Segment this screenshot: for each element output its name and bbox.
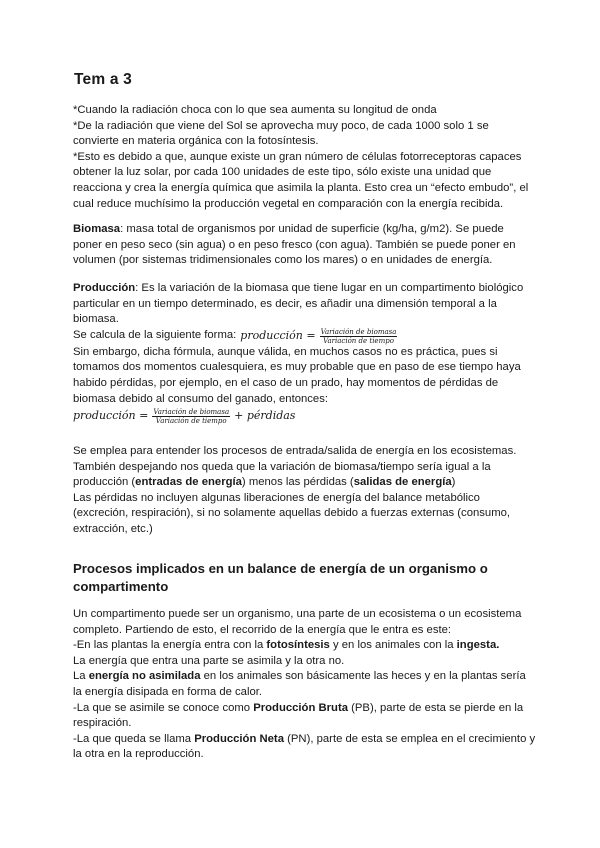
text-line: Las pérdidas no incluyen algunas liberaciones de energía del balance metabólico (73, 491, 480, 504)
text-line: la otra en la reproducción. (73, 748, 204, 761)
formula-rhs: + pérdidas (234, 409, 296, 423)
text-line: Sin embargo, dicha fórmula, aunque válida, en muchos casos no es práctica, pues si (73, 345, 498, 358)
text-line: *Esto es debido a que, aunque existe un gran número de células fotorreceptoras capaces (73, 150, 522, 163)
bold-term: salidas de energía (353, 476, 452, 489)
text-line: la energía disipada en forma de calor. (73, 685, 263, 698)
formula-fraction (320, 328, 398, 345)
produccion-term: Producción (73, 282, 136, 294)
text-span: La (73, 670, 89, 683)
text-span: ) menos las pérdidas ( (241, 476, 354, 489)
formula-lhs: producción = (240, 329, 316, 343)
bold-term: fotosíntesis (266, 639, 330, 652)
text-line: reacciona y crea la energía química que asimila la planta. Esto crea un “efecto embudo”, el (73, 181, 529, 194)
text-line: Se emplea para entender los procesos de entrada/salida de energía en los ecosistemas. (73, 445, 517, 457)
section-heading: Procesos implicados en un balance de energía de un organismo o compartimento (73, 561, 488, 594)
page-title: Tem a 3 (74, 71, 132, 88)
text-line: (excreción, respiración), si no solamente aquellas debido a fuerzas externas (consumo, (73, 507, 511, 520)
text-span: -La que queda se llama (73, 732, 195, 745)
text-line: biomasa debido al consumo del ganado, entonces: (73, 392, 328, 405)
text-line: respiración. (73, 717, 132, 730)
intro-paragraph (73, 103, 543, 212)
biomasa-term: Biomasa (73, 223, 121, 235)
text-line: volumen (por sistemas tridimensionales como los mares) o en unidades de energía. (73, 254, 493, 267)
text-span: en los animales son básicamente las heces y en la plantas sería (200, 670, 526, 683)
text-line: convierte en materia orgánica con la fotosíntesis. (73, 135, 319, 148)
formula-intro: Se calcula de la siguiente forma: (73, 329, 237, 342)
bold-term: ingesta. (456, 639, 500, 652)
text-line: tomamos dos momentos cualesquiera, es muy probable que en paso de ese tiempo haya (73, 361, 521, 374)
bold-term: Producción Neta (194, 732, 284, 745)
text-line: Un compartimento puede ser un organismo, una parte de un ecosistema o un ecosistema (73, 608, 522, 620)
text-line: : Es la variación de la biomasa que tiene lugar en un compartimento biológico (135, 282, 524, 294)
biomasa-paragraph (73, 222, 543, 269)
uso-paragraph (73, 444, 543, 538)
bold-term: Producción Bruta (253, 701, 348, 714)
formula-numerator: Variación de biomasa (153, 407, 230, 416)
text-line: *Cuando la radiación choca con lo que sea aumenta su longitud de onda (73, 104, 437, 116)
text-line: *De la radiación que viene del Sol se aprovecha muy poco, de cada 1000 solo 1 se (73, 119, 489, 132)
formula-denominator: Variación de tiempo (155, 416, 227, 425)
text-line: poner en peso seco (sin agua) o en peso fresco (con agua). También se puede poner en (73, 238, 516, 251)
text-line: particular en un tiempo determinado, es decir, es añadir una dimensión temporal a la (73, 297, 497, 310)
text-span: ) (451, 476, 456, 489)
formula-fraction (152, 408, 230, 425)
text-line: La energía que entra una parte se asimila y la otra no. (73, 654, 345, 667)
formula-2 (73, 407, 543, 425)
text-span: (PN), parte de esta se emplea en el crecimiento y (283, 732, 536, 745)
text-span: producción ( (73, 476, 136, 489)
text-line: obtener la luz solar, por cada 100 unidades de este tipo, sólo existe una unidad que (73, 166, 492, 179)
text-span: -La que se asimile se conoce como (73, 701, 254, 714)
section-paragraph (73, 607, 543, 763)
text-line: biomasa. (73, 313, 119, 326)
produccion-paragraph (73, 281, 543, 425)
text-span: (PB), parte de esta se pierde en la (348, 701, 524, 714)
text-line: completo. Partiendo de esto, el recorrido de la energía que le entra es este: (73, 623, 452, 636)
formula-1 (73, 328, 543, 345)
text-line: habido pérdidas, por ejemplo, en el caso de un prado, hay momentos de pérdidas de (73, 376, 499, 389)
text-span: y en los animales con la (329, 639, 457, 652)
bold-term: energía no asimilada (88, 670, 201, 683)
text-line: extracción, etc.) (73, 522, 153, 535)
text-line: cual reduce muchísimo la producción vegetal en comparación con la energía recibida. (73, 197, 504, 210)
formula-lhs: producción = (73, 409, 149, 423)
text-line: : masa total de organismos por unidad de superficie (kg/ha, g/m2). Se puede (120, 223, 504, 235)
formula-denominator: Variación de tiempo (323, 336, 394, 345)
text-span: -En las plantas la energía entra con la (73, 639, 267, 652)
text-line: También despejando nos queda que la variación de biomasa/tiempo sería igual a la (73, 460, 491, 473)
bold-term: entradas de energía (135, 476, 242, 489)
formula-numerator: Variación de biomasa (320, 327, 397, 336)
